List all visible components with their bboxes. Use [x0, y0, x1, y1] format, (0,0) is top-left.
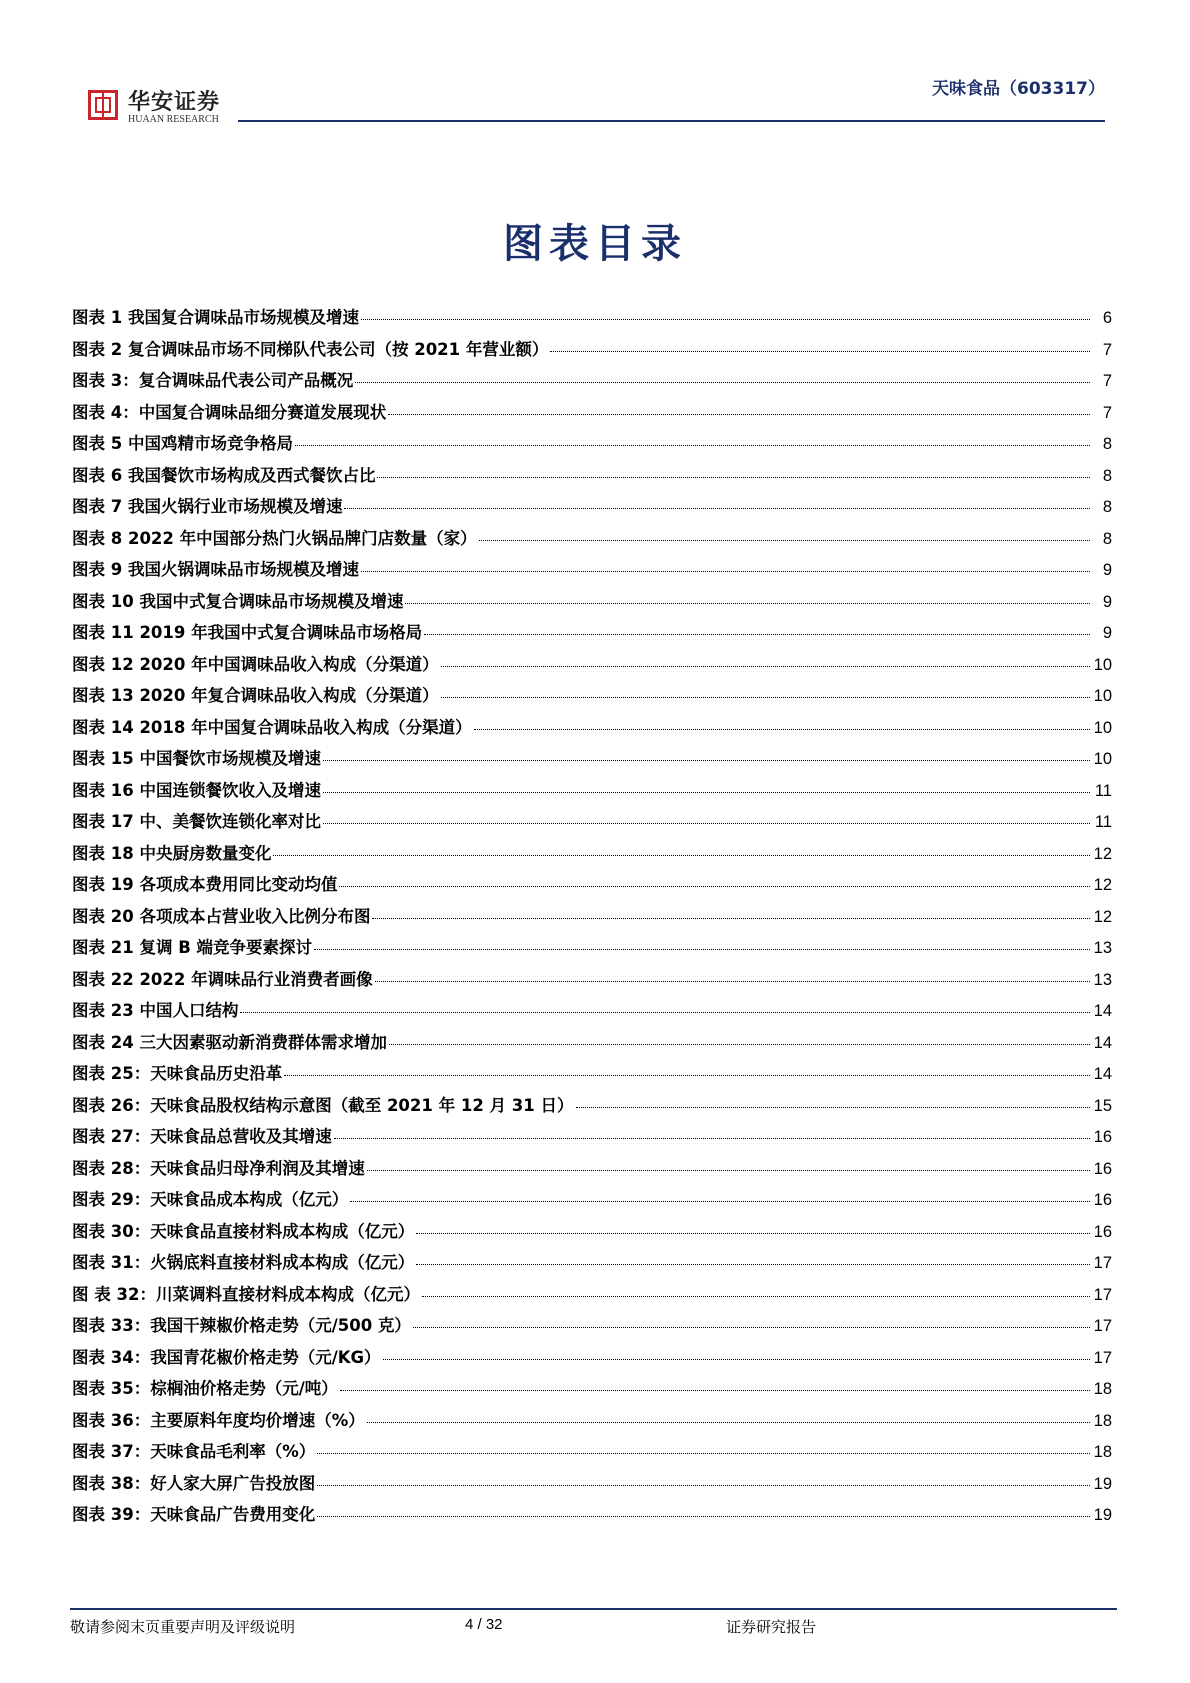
- toc-leader-dots: [375, 981, 1090, 982]
- toc-leader-dots: [367, 1422, 1090, 1423]
- footer-divider: [70, 1608, 1117, 1610]
- toc-entry[interactable]: [72, 934, 1112, 966]
- toc-entry-page[interactable]: 16: [1093, 1159, 1112, 1178]
- toc-leader-dots: [339, 886, 1090, 887]
- toc-leader-dots: [317, 1485, 1090, 1486]
- toc-entry-page[interactable]: 12: [1093, 876, 1112, 894]
- toc-leader-dots: [550, 351, 1090, 352]
- toc-entry-label[interactable]: 图表 34：我国青花椒价格走势（元/KG）: [72, 1347, 381, 1367]
- toc-leader-dots: [314, 949, 1090, 950]
- toc-entry-label[interactable]: 图表 21 复调 B 端竞争要素探讨: [72, 938, 313, 957]
- toc-entry-label[interactable]: 图表 6 我国餐饮市场构成及西式餐饮占比: [72, 465, 376, 485]
- toc-entry-page[interactable]: 17: [1093, 1285, 1112, 1304]
- toc-entry-label[interactable]: 图表 11 2019 年我国中式复合调味品市场格局: [72, 623, 423, 642]
- toc-entry[interactable]: [72, 304, 1112, 336]
- toc-leader-dots: [317, 1516, 1090, 1517]
- toc-leader-dots: [344, 508, 1090, 509]
- toc-entry-label[interactable]: 图表 36：主要原料年度均价增速（%）: [72, 1410, 365, 1430]
- toc-entry[interactable]: [72, 1029, 1112, 1061]
- toc-entry-label[interactable]: 图表 18 中央厨房数量变化: [72, 843, 272, 863]
- toc-entry[interactable]: [72, 997, 1112, 1029]
- toc-leader-dots: [405, 603, 1090, 604]
- toc-entry-page[interactable]: 17: [1093, 1317, 1112, 1335]
- table-of-figures: [72, 304, 1112, 1533]
- toc-entry-label[interactable]: 图表 4：中国复合调味品细分赛道发展现状: [72, 402, 387, 422]
- toc-entry-page[interactable]: 8: [1102, 529, 1112, 548]
- toc-entry-label[interactable]: 图表 24 三大因素驱动新消费群体需求增加: [72, 1032, 387, 1052]
- toc-leader-dots: [361, 319, 1090, 320]
- toc-entry-label[interactable]: 图表 39：天味食品广告费用变化: [72, 1505, 316, 1524]
- toc-entry-page[interactable]: 16: [1093, 1191, 1112, 1209]
- footer-page-number: 4 / 32: [465, 1616, 503, 1633]
- toc-entry-page[interactable]: 16: [1093, 1128, 1112, 1146]
- page-header: [70, 72, 1105, 128]
- toc-entry-page[interactable]: 8: [1102, 498, 1112, 516]
- toc-entry-page[interactable]: 10: [1093, 687, 1112, 705]
- toc-leader-dots: [317, 1453, 1090, 1454]
- logo-english-name: HUAAN RESEARCH: [128, 114, 219, 125]
- company-tag: 天味食品（603317）: [932, 79, 1105, 99]
- toc-entry-label[interactable]: 图表 5 中国鸡精市场竞争格局: [72, 434, 293, 453]
- toc-entry[interactable]: [72, 1060, 1112, 1092]
- toc-entry[interactable]: [72, 651, 1112, 683]
- toc-entry[interactable]: [72, 966, 1112, 998]
- toc-entry-label[interactable]: 图表 12 2020 年中国调味品收入构成（分渠道）: [72, 654, 439, 674]
- toc-entry-page[interactable]: 19: [1093, 1506, 1112, 1524]
- toc-entry[interactable]: [72, 430, 1112, 462]
- toc-leader-dots: [323, 760, 1090, 761]
- toc-entry-label[interactable]: 图表 15 中国餐饮市场规模及增速: [72, 749, 321, 768]
- toc-entry-page[interactable]: 9: [1102, 592, 1112, 611]
- toc-entry[interactable]: [72, 1375, 1112, 1407]
- toc-entry-page[interactable]: 16: [1093, 1222, 1112, 1241]
- toc-entry-page[interactable]: 11: [1094, 781, 1112, 800]
- toc-entry-page[interactable]: 13: [1093, 970, 1112, 989]
- toc-entry-page[interactable]: 9: [1102, 624, 1112, 642]
- toc-entry-page[interactable]: 10: [1093, 655, 1112, 674]
- toc-entry[interactable]: [72, 1249, 1112, 1281]
- toc-entry-label[interactable]: 图表 2 复合调味品市场不同梯队代表公司（按 2021 年营业额）: [72, 339, 549, 359]
- toc-leader-dots: [367, 1170, 1090, 1171]
- toc-entry[interactable]: [72, 336, 1112, 368]
- toc-entry[interactable]: [72, 493, 1112, 525]
- toc-entry-page[interactable]: 7: [1102, 340, 1112, 359]
- toc-entry[interactable]: [72, 745, 1112, 777]
- toc-entry[interactable]: [72, 588, 1112, 620]
- toc-entry-label[interactable]: 图表 35：棕榈油价格走势（元/吨）: [72, 1379, 338, 1398]
- toc-entry-label[interactable]: 图表 10 我国中式复合调味品市场规模及增速: [72, 591, 404, 611]
- toc-entry-label[interactable]: 图表 7 我国火锅行业市场规模及增速: [72, 497, 343, 516]
- toc-entry-page[interactable]: 8: [1102, 466, 1112, 485]
- toc-leader-dots: [474, 729, 1090, 730]
- toc-entry-label[interactable]: 图表 26：天味食品股权结构示意图（截至 2021 年 12 月 31 日）: [72, 1095, 574, 1115]
- toc-entry-label[interactable]: 图表 20 各项成本占营业收入比例分布图: [72, 906, 371, 926]
- toc-entry-label[interactable]: 图表 22 2022 年调味品行业消费者画像: [72, 969, 373, 989]
- toc-entry-label[interactable]: 图表 28：天味食品归母净利润及其增速: [72, 1158, 365, 1178]
- huaan-seal-icon: [88, 90, 118, 120]
- toc-entry[interactable]: [72, 1438, 1112, 1470]
- toc-entry-page[interactable]: 15: [1093, 1096, 1112, 1115]
- toc-entry-label[interactable]: 图表 29：天味食品成本构成（亿元）: [72, 1190, 349, 1209]
- toc-leader-dots: [413, 1327, 1090, 1328]
- toc-entry-page[interactable]: 11: [1094, 813, 1112, 831]
- toc-entry[interactable]: [72, 777, 1112, 809]
- toc-entry-page[interactable]: 12: [1093, 907, 1112, 926]
- toc-leader-dots: [441, 697, 1090, 698]
- toc-entry[interactable]: [72, 840, 1112, 872]
- toc-leader-dots: [334, 1138, 1090, 1139]
- toc-entry-page[interactable]: 17: [1093, 1348, 1112, 1367]
- toc-entry[interactable]: [72, 1155, 1112, 1187]
- toc-leader-dots: [416, 1264, 1090, 1265]
- toc-leader-dots: [416, 1233, 1090, 1234]
- toc-leader-dots: [361, 571, 1090, 572]
- toc-leader-dots: [284, 1075, 1090, 1076]
- huaan-logo: [88, 90, 220, 126]
- toc-entry[interactable]: [72, 1501, 1112, 1533]
- toc-entry[interactable]: [72, 1186, 1112, 1218]
- toc-entry-label[interactable]: 图表 9 我国火锅调味品市场规模及增速: [72, 560, 359, 579]
- toc-leader-dots: [240, 1012, 1090, 1013]
- toc-entry[interactable]: [72, 903, 1112, 935]
- toc-entry[interactable]: [72, 619, 1112, 651]
- footer-disclaimer: 敬请参阅末页重要声明及评级说明: [70, 1618, 296, 1636]
- toc-entry-label[interactable]: 图表 25：天味食品历史沿革: [72, 1064, 283, 1083]
- toc-entry[interactable]: [72, 1092, 1112, 1124]
- toc-entry-page[interactable]: 14: [1093, 1065, 1112, 1083]
- toc-leader-dots: [372, 918, 1090, 919]
- toc-entry-label[interactable]: 图表 23 中国人口结构: [72, 1001, 239, 1020]
- page-footer: [70, 1616, 1117, 1640]
- toc-entry[interactable]: [72, 1407, 1112, 1439]
- logo-chinese-name: 华安证券: [128, 89, 221, 115]
- toc-entry[interactable]: [72, 1281, 1112, 1313]
- toc-entry-label[interactable]: 图表 1 我国复合调味品市场规模及增速: [72, 308, 359, 327]
- toc-leader-dots: [441, 666, 1090, 667]
- toc-leader-dots: [576, 1107, 1090, 1108]
- toc-entry-label[interactable]: 图表 27：天味食品总营收及其增速: [72, 1127, 332, 1146]
- toc-leader-dots: [323, 792, 1090, 793]
- toc-entry-page[interactable]: 18: [1093, 1380, 1112, 1398]
- page-title: 图表目录: [503, 221, 687, 267]
- footer-report-type: 证券研究报告: [726, 1618, 817, 1636]
- toc-entry[interactable]: [72, 682, 1112, 714]
- toc-entry-page[interactable]: 14: [1093, 1033, 1112, 1052]
- toc-entry[interactable]: [72, 1470, 1112, 1502]
- toc-entry-page[interactable]: 7: [1102, 403, 1112, 422]
- toc-entry-page[interactable]: 19: [1093, 1474, 1112, 1493]
- toc-leader-dots: [388, 414, 1090, 415]
- toc-leader-dots: [424, 634, 1090, 635]
- toc-entry-page[interactable]: 18: [1093, 1411, 1112, 1430]
- toc-entry[interactable]: [72, 556, 1112, 588]
- toc-entry-page[interactable]: 7: [1102, 372, 1112, 390]
- toc-entry-label[interactable]: 图 表 32：川菜调料直接材料成本构成（亿元）: [72, 1284, 420, 1304]
- toc-leader-dots: [479, 540, 1090, 541]
- toc-entry-label[interactable]: 图表 31：火锅底料直接材料成本构成（亿元）: [72, 1253, 415, 1272]
- toc-leader-dots: [389, 1044, 1090, 1045]
- toc-entry-label[interactable]: 图表 33：我国干辣椒价格走势（元/500 克）: [72, 1316, 411, 1335]
- toc-entry-page[interactable]: 8: [1102, 435, 1112, 453]
- toc-leader-dots: [340, 1390, 1090, 1391]
- toc-entry-page[interactable]: 6: [1102, 309, 1112, 327]
- toc-entry-label[interactable]: 图表 17 中、美餐饮连锁化率对比: [72, 812, 321, 831]
- toc-entry-label[interactable]: 图表 13 2020 年复合调味品收入构成（分渠道）: [72, 686, 439, 705]
- toc-entry-label[interactable]: 图表 14 2018 年中国复合调味品收入构成（分渠道）: [72, 717, 472, 737]
- toc-leader-dots: [422, 1296, 1090, 1297]
- toc-entry-page[interactable]: 10: [1093, 718, 1112, 737]
- toc-entry-label[interactable]: 图表 16 中国连锁餐饮收入及增速: [72, 780, 321, 800]
- toc-entry-page[interactable]: 12: [1093, 844, 1112, 863]
- toc-entry-page[interactable]: 10: [1093, 750, 1112, 768]
- toc-entry[interactable]: [72, 462, 1112, 494]
- toc-leader-dots: [350, 1201, 1090, 1202]
- toc-entry-label[interactable]: 图表 19 各项成本费用同比变动均值: [72, 875, 338, 894]
- toc-entry[interactable]: [72, 871, 1112, 903]
- toc-leader-dots: [377, 477, 1090, 478]
- toc-entry-label[interactable]: 图表 8 2022 年中国部分热门火锅品牌门店数量（家）: [72, 528, 477, 548]
- toc-leader-dots: [323, 823, 1090, 824]
- toc-entry[interactable]: [72, 714, 1112, 746]
- toc-entry-page[interactable]: 17: [1093, 1254, 1112, 1272]
- toc-leader-dots: [273, 855, 1090, 856]
- toc-leader-dots: [383, 1359, 1090, 1360]
- header-divider: [238, 120, 1105, 122]
- toc-entry-label[interactable]: 图表 38：好人家大屏广告投放图: [72, 1473, 316, 1493]
- toc-entry-label[interactable]: 图表 30：天味食品直接材料成本构成（亿元）: [72, 1221, 415, 1241]
- toc-leader-dots: [355, 382, 1090, 383]
- toc-entry[interactable]: [72, 1312, 1112, 1344]
- toc-leader-dots: [295, 445, 1090, 446]
- toc-entry[interactable]: [72, 808, 1112, 840]
- toc-entry-label[interactable]: 图表 3：复合调味品代表公司产品概况: [72, 371, 354, 390]
- toc-entry-page[interactable]: 14: [1093, 1002, 1112, 1020]
- toc-entry[interactable]: [72, 399, 1112, 431]
- toc-entry-label[interactable]: 图表 37：天味食品毛利率（%）: [72, 1442, 316, 1461]
- toc-entry-page[interactable]: 9: [1102, 561, 1112, 579]
- toc-entry-page[interactable]: 18: [1093, 1443, 1112, 1461]
- toc-entry-page[interactable]: 13: [1093, 939, 1112, 957]
- toc-entry[interactable]: [72, 1344, 1112, 1376]
- toc-entry[interactable]: [72, 367, 1112, 399]
- toc-entry[interactable]: [72, 525, 1112, 557]
- toc-entry[interactable]: [72, 1123, 1112, 1155]
- toc-entry[interactable]: [72, 1218, 1112, 1250]
